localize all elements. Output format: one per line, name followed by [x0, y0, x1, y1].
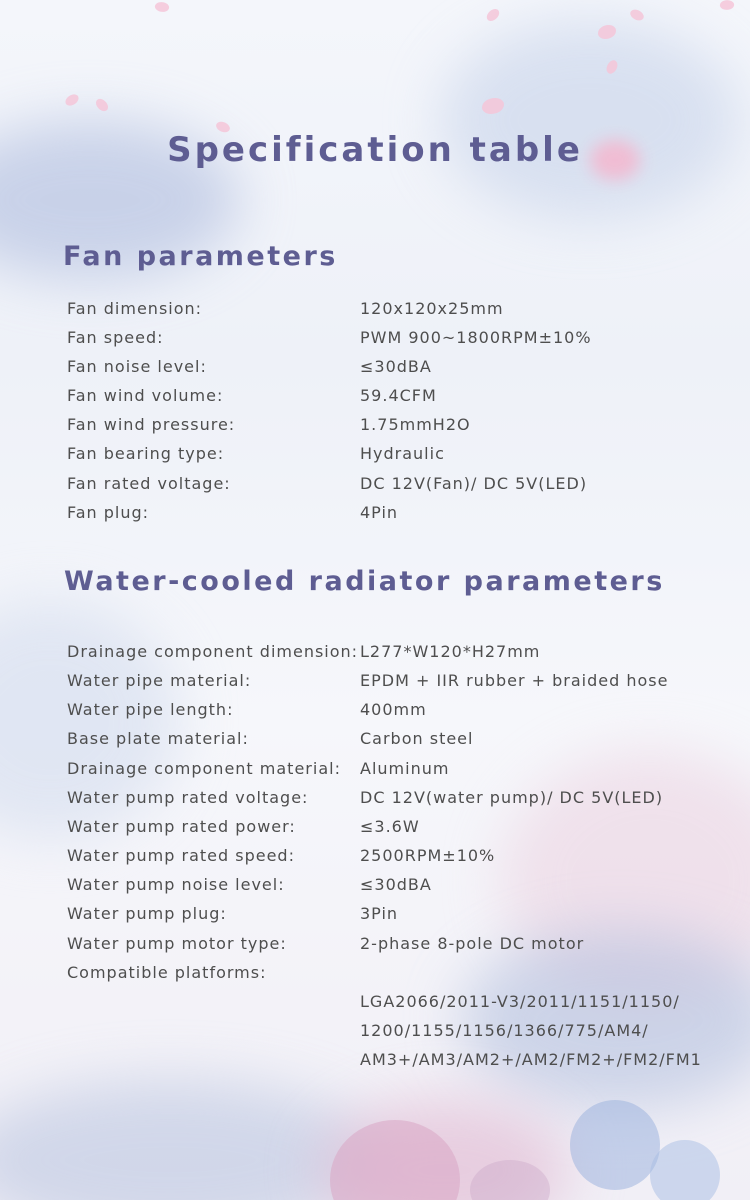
spec-value: 120x120x25mm: [360, 299, 504, 318]
spec-value: 4Pin: [360, 503, 399, 522]
spec-label: Fan plug:: [67, 503, 150, 522]
spec-value: 400mm: [360, 700, 427, 719]
spec-label: Fan wind volume:: [67, 386, 224, 405]
spec-value: ≤30dBA: [360, 875, 432, 894]
fan-section-title: Fan parameters: [63, 241, 338, 272]
platform-line: LGA2066/2011-V3/2011/1151/1150/: [360, 992, 680, 1011]
spec-value: 1.75mmH2O: [360, 415, 471, 434]
spec-row: [67, 759, 727, 783]
spec-row: [67, 729, 727, 753]
spec-row: [67, 357, 727, 381]
spec-row: [67, 700, 727, 724]
page-title: Specification table: [167, 130, 583, 170]
spec-row: [67, 671, 727, 695]
spec-row: [67, 386, 727, 410]
spec-label: Fan dimension:: [67, 299, 203, 318]
platform-line: AM3+/AM3/AM2+/AM2/FM2+/FM2/FM1: [360, 1050, 702, 1069]
spec-label: Water pump rated speed:: [67, 846, 295, 865]
spec-label: Drainage component material:: [67, 759, 341, 778]
spec-label: Base plate material:: [67, 729, 249, 748]
spec-value: DC 12V(Fan)/ DC 5V(LED): [360, 474, 588, 493]
spec-value: 2500RPM±10%: [360, 846, 496, 865]
spec-label: Fan wind pressure:: [67, 415, 236, 434]
spec-value: ≤30dBA: [360, 357, 432, 376]
spec-label: Water pipe length:: [67, 700, 234, 719]
spec-value: PWM 900~1800RPM±10%: [360, 328, 592, 347]
spec-row: [67, 299, 727, 323]
spec-value: Aluminum: [360, 759, 450, 778]
spec-row: [67, 415, 727, 439]
spec-row: [67, 934, 727, 958]
spec-value: 3Pin: [360, 904, 399, 923]
spec-value: 2-phase 8-pole DC motor: [360, 934, 585, 953]
spec-label: Water pump rated power:: [67, 817, 296, 836]
spec-row: [67, 904, 727, 928]
spec-row: [67, 817, 727, 841]
spec-row: [67, 444, 727, 468]
spec-value: 59.4CFM: [360, 386, 437, 405]
spec-label: Compatible platforms:: [67, 963, 267, 982]
spec-row: [67, 328, 727, 352]
spec-value: Hydraulic: [360, 444, 445, 463]
spec-label: Drainage component dimension:: [67, 642, 359, 661]
spec-row: [67, 642, 727, 666]
spec-row: [67, 875, 727, 899]
spec-row: [67, 846, 727, 870]
radiator-section-title: Water-cooled radiator parameters: [64, 566, 665, 597]
spec-value: ≤3.6W: [360, 817, 420, 836]
spec-row: [67, 788, 727, 812]
spec-row: [67, 474, 727, 498]
spec-label: Water pipe material:: [67, 671, 252, 690]
spec-label: Fan noise level:: [67, 357, 207, 376]
spec-label: Fan bearing type:: [67, 444, 225, 463]
spec-value: EPDM + IIR rubber + braided hose: [360, 671, 669, 690]
spec-value: Carbon steel: [360, 729, 474, 748]
spec-label: Fan rated voltage:: [67, 474, 231, 493]
spec-label: Water pump motor type:: [67, 934, 287, 953]
spec-value: DC 12V(water pump)/ DC 5V(LED): [360, 788, 664, 807]
spec-row: [67, 503, 727, 527]
spec-label: Fan speed:: [67, 328, 164, 347]
spec-label: Water pump plug:: [67, 904, 227, 923]
spec-label: Water pump rated voltage:: [67, 788, 309, 807]
spec-row: [67, 963, 727, 987]
spec-label: Water pump noise level:: [67, 875, 285, 894]
platform-line: 1200/1155/1156/1366/775/AM4/: [360, 1021, 649, 1040]
spec-value: L277*W120*H27mm: [360, 642, 541, 661]
